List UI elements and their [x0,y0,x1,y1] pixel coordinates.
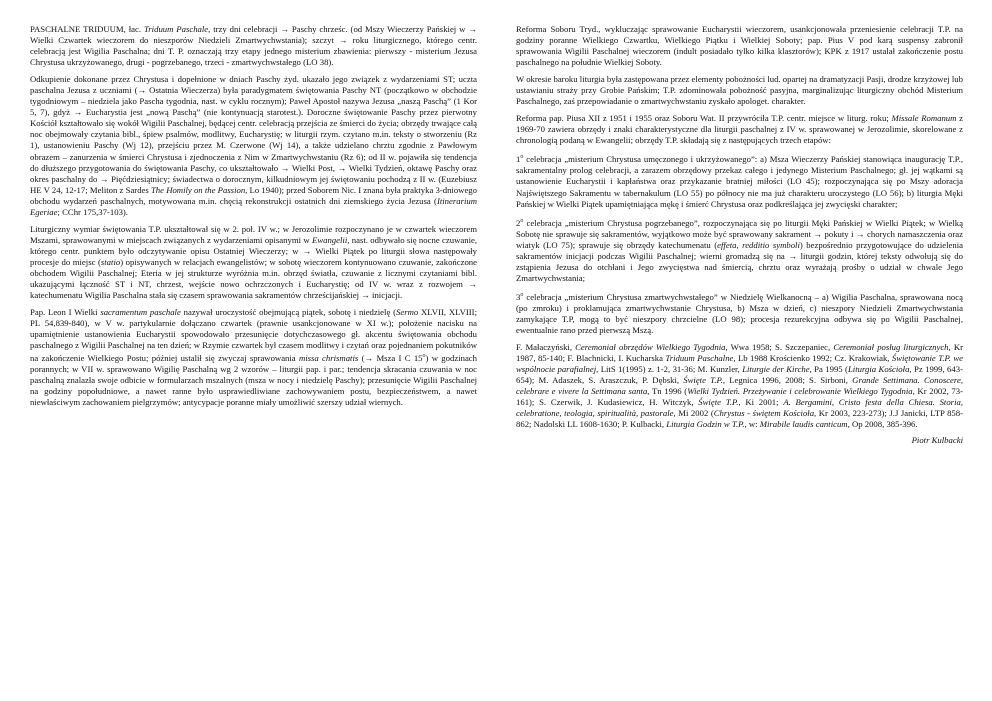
paragraph-leo-the-great: Pap. Leon I Wielki sacramentum paschale nazywał uroczystość obejmującą piątek, sobotę i niedzielę (Sermo XLVII, XLVIII; PL 54,839-840), w V w. partykularnie dołączano czwartek (prawnie usankcjonowane w XI w.); położenie nacisku na upamiętnienie ustanowienia Eucharystii spowodowało przesunięcie dotychczasowego gł. akcentu świętowania obchodu paschalnego z Wigilii Paschalnej na ten dzień; w Rzymie czwartek był czasem modlitwy i czytań oraz pojednaniem pokutników na zakończenie Wielkiego Postu; później ustalił się zwyczaj sprawowania missa chrismatis (→ Msza I C 15$^o$) w godzinach porannych; w VII w. sprawowano Wigilię Paschalną wg 2 wzorów – liturgii pap. i par.; tendencja skracania czuwania w noc paschalną znalazła swoje odbicie w formularzach mszalnych (msza w nocy i niedzielę Paschy); przesunięcie Wigilii Paschalnej na godziny popołudniowe, a nawet ranne było usprawiedliwiane zachowywaniem postu, bezpieczeństwem, a nawet niewłaściwym zachowaniem pielgrzymów; antycypacje poranne miały umożliwić szerszy udział wiernych. [30,307,477,408]
paragraph-stage-3: 3$^o$ celebracja „misterium Chrystusa zmartwychwstałego” w Niedzielę Wielkanocną – a) Wigilia Paschalna, sprawowana nocą (po zmroku) i proklamująca zmartwychwstanie Chrystusa, b) Msza w dzień, c) nieszpory Niedzieli Zmartwychwstania zamykające T.P, mogą to być nieszpory chrzcielne (LO 98); procesja rezurekcyjna odbywa się po Wigilii Paschalnej, ewentualnie rano przed pierwszą Mszą. [516,291,963,335]
left-column [30,24,477,414]
right-column [516,24,963,446]
paragraph-origins: Odkupienie dokonane przez Chrystusa i dopełnione w dniach Paschy żyd. ukazało jego związek z wydarzeniami ST; uczta paschalna Jezusa z uczniami (→ Ostatnia Wieczerza) była paradygmatem świętowania Paschy NT (początkowo w obchodzie tygodniowym – niedziela jako Pascha tygodnia, nast. w cyklu rocznym); Paweł Apostoł nazywa Jezusa „naszą Paschą” (1 Kor 5, 7), gdyż → Eucharystia jest „nową Paschą” (nie kontynuacją starotest.). Doroczne świętowanie Paschy przez pierwotny Kościół kształtowało się wokół Wigilii Paschalnej, będącej centr. celebracją przejścia ze śmierci do życia; obrzędy trwające całą noc obejmowały czytania bibl., śpiew psalmów, modlitwy, Eucharystię; w liturgii rzym. czytano m.in. teksty o stworzeniu (Rz 1), ustanowieniu Paschy (Wj 12), przejściu przez M. Czerwone (Wj 14), a także udzielano chrztu zgodnie z Pawłowym obrazem – zanurzenia w śmierci Chrystusa i zjednoczenia z Nim w Zmartwychwstaniu (Rz 6); od II w. pojawiła się tendencja do dłuższego przygotowania do świętowania Paschy, co ukształtowało → Wielki Post, → Wielki Tydzień, oktawę Paschy oraz okres paschalny do → Pięćdziesiątnicy; świadectwa o dorocznym, kilkudniowym jej świętowaniu pochodzą z II w. (Euzebiusz HE V 24, 12-17; Meliton z Sardes The Homily on the Passion, Lo 1940); przed Soborem Nic. I znana była praktyka 3-dniowego obchodu wydarzeń paschalnych, motywowana m.in. chęcią rekonstrukcji ostatnich dni ziemskiego życia Jezusa (Itinerarium Egeriae; CChr 175,37-103). [30,74,477,217]
paragraph-definition: PASCHALNE TRIDUUM, łac. Triduum Paschale, trzy dni celebracji → Paschy chrześc. (od Mszy Wieczerzy Pańskiej w → Wielki Czwartek wieczorem do nieszporów Niedzieli Zmartwychwstania); szczyt → roku liturgicznego, którego centr. celebracją jest Wigilia Paschalna; dni T. P. oznaczają trzy etapy jednego misterium zbawienia: pierwszy - misterium Jezusa Chrystusa ukrzyżowanego, drugi - pogrzebanego, trzeci - zmartwychwstałego (LO 38). [30,24,477,68]
bibliography: F. Małaczyński, Ceremoniał obrzędów Wielkiego Tygodnia, Wwa 1958; S. Szczepaniec, Ceremoniał posług liturgicznych, Kr 1987, 85-140; F. Blachnicki, I. Kucharska Triduum Paschalne, Lb 1988 Krościenko 1992; Cz. Krakowiak, Świętowanie T.P. we wspólnocie parafialnej, LitS 1(1995) z. 1-2, 31-36; M. Kunzler, Liturgie der Kirche, Pa 1995 (Liturgia Kościoła, Pz 1999, 643-654); M. Adaszek, S. Araszczuk, P. Dębski, Święte T.P., Legnica 1996, 2008; S. Sirboni, Grande Settimana. Conoscere, celebrare e vivere la Settimana santa, Tn 1996 (Wielki Tydzień. Przeżywanie i celebrowanie Wielkiego Tygodnia, Kr 2002, 73-161); S. Czerwik, J. Kudasiewicz, H. Witczyk, Święte T.P., Ki 2001; A. Bergamini, Cristo festa della Chiesa. Storia, celebratione, teologia, spiritualità, pastorale, Mi 2002 (Chrystus - świętem Kościoła, Kr 2003, 223-273); J.J Janicki, LTP 858-862; Nadolski LL 1608-1630; P. Kulbacki, Liturgia Godzin w T.P., w: Mirabile laudis canticum, Op 2008, 385-396. [516,341,964,430]
paragraph-stage-2: 2$^o$ celebracja „misterium Chrystusa pogrzebanego”, rozpoczynająca się po liturgii Męki Pańskiej w Wielki Piątek; w Wielką Sobotę nie sprawuje się sakramentów, wyjątkowo może być sprawowany sakrament → pokuty i → chorych namaszczenia oraz wiatyk (LO 75); sprawuje się obrzędy katechumenatu (effeta, redditio symboli) bezpośrednio przygotowujące do udzielenia sakramentów inicjacji podczas Wigilii Paschalnej; wierni gromadzą się na → liturgii godzin, której teksty odwołują się do zstąpienia Jezusa do otchłani i Jego zwycięstwa nad śmiercią, chrztu oraz wyrażają prośby o udział w chwale Jego Zmartwychwstania; [516,217,963,283]
paragraph-stage-1: 1$^o$ celebracja „misterium Chrystusa umęczonego i ukrzyżowanego”: a) Msza Wieczerzy Pańskiej stanowiąca inaugurację T.P., sakramentalny prolog celebracji, a zarazem obrzędowy przekaz całego i jedynego Misterium Paschalnego; gł. jej wątkami są ustanowienie Eucharystii i kapłaństwa oraz przykazanie bratniej miłości (LO 45); rozpoczynająca się po Mszy adoracja Najświętszego Sakramentu w tabernakulum (LO 55) po północy nie ma już charakteru uroczystego (LO 56); b) liturgia Męki Pańskiej w Wielki Piątek upamiętniająca mękę i śmierć Chrystusa oraz podkreślająca jej zwycięski charakter; [516,154,963,209]
paragraph-baroque: W okresie baroku liturgia była zastępowana przez elementy pobożności lud. opartej na dramatyzacji Pasji, drodze krzyżowej lub ustawianiu straży przy Grobie Pańskim; T.P. zdominowała pobożność pasyjna, marginalizując liturgiczny obchód Misterium Paschalnego, zaś przepowiadanie o zmartwychwstaniu zyskało apologet. charakter. [516,74,963,107]
paragraph-trent-reform: Reforma Soboru Tryd., wykluczając sprawowanie Eucharystii wieczorem, usankcjonowała przeniesienie celebracji T.P. na godziny poranne Wielkiego Czwartku, Wielkiego Piątku i Wielkiej Soboty; pap. Pius V pod karą suspensy zabronił sprawowania Wigilii Paschalnej wieczorem (indult posiadało tylko kilka klasztorów); KPK z 1917 ustalał zakończenie postu paschalnego na południe Wielkiej Soboty. [516,24,963,68]
author-signature: Piotr Kulbacki [911,435,963,446]
paragraph-pius-xii-reform: Reforma pap. Piusa XII z 1951 i 1955 oraz Soboru Wat. II przywróciła T.P. centr. miejsce w liturg. roku; Missale Romanum z 1969-70 zawiera obrzędy i znaki charakterystyczne dla liturgii paschalnej z IV w. sprawowanej w Jerozolimie, skorelowane z chronologią podaną w Ewangelii; obrzędy T.P. składają się z następujących trzech etapów: [516,113,964,146]
paragraph-jerusalem-liturgy: Liturgiczny wymiar świętowania T.P. ukształtował się w 2. poł. IV w.; w Jerozolimie rozpoczynano je w czwartek wieczorem Mszami, sprawowanymi w miejscach związanych z wydarzeniami opisanymi w Ewangelii, nast. odbywało się nocne czuwanie, którego centr. punktem było odczytywanie opisu Ostatniej Wieczerzy; w → Wielki Piątek po liturgii słowa następowały procesje do miejsc (statio) opisywanych w relacjach ewangelistów; w sobotę wieczorem kontynuowano czuwanie, zakończone obchodem Wigilii Paschalnej; Eteria w jej strukturze wyróżnia m.in. obrzęd światła, czuwanie z licznymi czytaniami bibl. ukazującymi łączność ST i NT, chrzest, wejście nowo ochrzczonych i Eucharystię; od IV w. wraz z rozwojem → katechumenatu Wigilia Paschalna stała się czasem sprawowania sakramentów chrześcijańskiej → inicjacji. [30,223,478,301]
